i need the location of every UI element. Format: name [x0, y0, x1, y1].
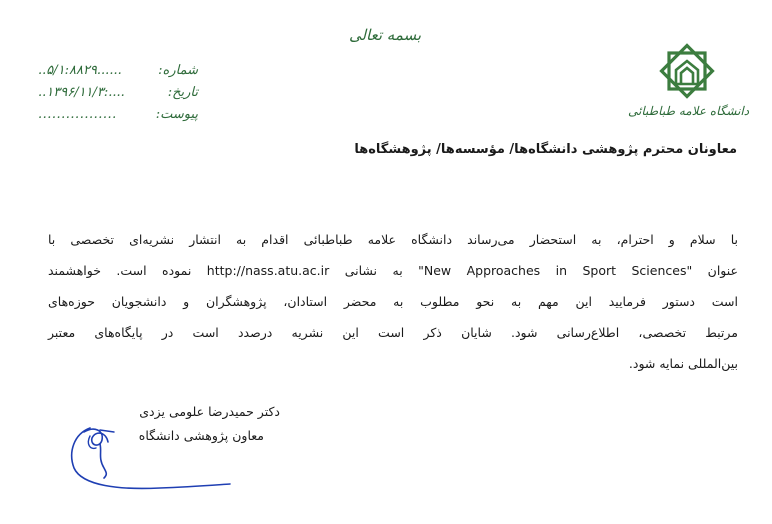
university-logo: [628, 40, 750, 126]
invocation-heading: بسمه تعالی: [348, 26, 422, 44]
letter-body: [48, 224, 738, 379]
attachment-label: پیوست:: [155, 107, 198, 122]
attachment-value: .................: [38, 107, 117, 122]
letter-meta: [38, 60, 198, 126]
university-name: دانشگاه علامه طباطبائی: [628, 104, 750, 118]
signer-name: دکتر حمیدرضا علومی یزدی: [139, 404, 280, 419]
body-line: با سلام و احترام، به استحضار می‌رساند دانشگاه علامه طباطبائی اقدام به انتشار نشریه‌ای تخصصی با: [48, 232, 738, 247]
salutation: معاونان محترم پژوهشی دانشگاه‌ها/ مؤسسه‌ها/ پژوهشگاه‌ها: [354, 142, 737, 157]
body-line: مرتبط تخصصی، اطلاع‌رسانی شود. شایان ذکر است این نشریه درصدد است در پایگاه‌های معتبر: [48, 325, 738, 340]
handwritten-signature: [60, 418, 240, 498]
signer-title: معاون پژوهشی دانشگاه: [138, 428, 264, 443]
number-label: شماره:: [158, 63, 198, 78]
body-line: است دستور فرمایید این مهم به نحو مطلوب به محضر استادان، پژوهشگران و دانشجویان حوزه‌های: [48, 294, 738, 309]
date-row: [38, 82, 198, 104]
date-label: تاریخ:: [167, 85, 198, 100]
date-value: ..۱۳۹۶/۱۱/۳:....: [38, 85, 125, 100]
university-emblem-icon: [656, 40, 718, 102]
number-row: [38, 60, 198, 82]
number-value: ..۵/۱:۸۸۲۹......: [38, 63, 122, 78]
body-line: عنوان "New Approaches in Sport Sciences" به نشانی http://nass.atu.ac.ir نموده است. خواهشمند: [48, 263, 738, 278]
body-line: بین‌المللی نمایه شود.: [628, 356, 738, 371]
attachment-row: [38, 104, 198, 126]
